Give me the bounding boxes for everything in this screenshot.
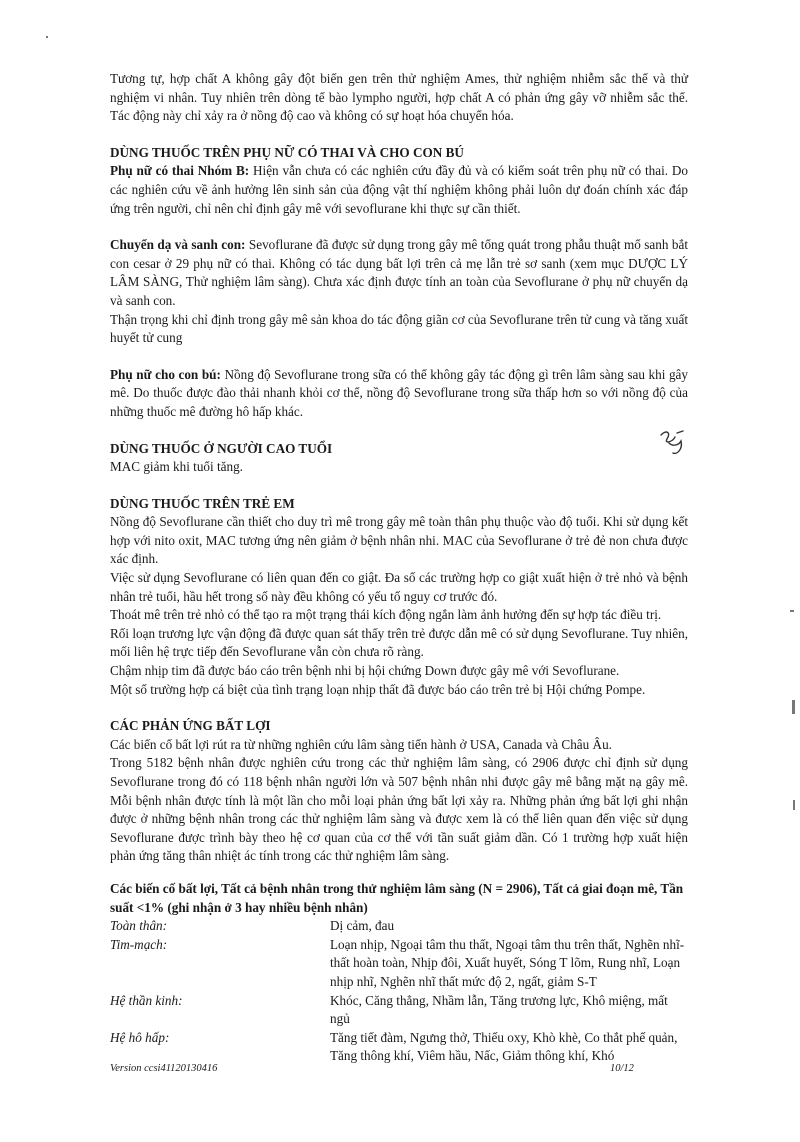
- page-footer: [110, 1063, 688, 1074]
- labor-caution: Thận trọng khi chỉ định trong gây mê sản khoa do tác động giãn cơ của Sevoflurane trên tử cung và tăng xuất huyết tử cung: [110, 311, 688, 346]
- pregnancy-heading: DÙNG THUỐC TRÊN PHỤ NỮ CÓ THAI VÀ CHO CON BÚ: [110, 144, 464, 160]
- pregnancy-groupb-paragraph: [110, 162, 688, 218]
- labor-label: Chuyển dạ và sanh con:: [110, 237, 246, 253]
- table-cell-events: Khóc, Căng thẳng, Nhầm lẫn, Tăng trương lực, Khô miệng, mất ngủ: [330, 992, 668, 1027]
- scan-mark: [46, 36, 48, 38]
- nursing-paragraph: [110, 366, 688, 422]
- table-row: [110, 917, 688, 936]
- children-heading: DÙNG THUỐC TRÊN TRẺ EM: [110, 495, 295, 511]
- handwritten-initials-signature: [655, 425, 691, 459]
- adverse-heading: CÁC PHẢN ỨNG BẤT LỢI: [110, 718, 271, 734]
- labor-paragraph: [110, 236, 688, 310]
- children-line: Việc sử dụng Sevoflurane có liên quan đến co giật. Đa số các trường hợp co giật xuất hiện ở trẻ nhỏ và bệnh nhân trẻ tuổi, hầu hết trong số này đều không có yếu tố nguy cơ trước đó.: [110, 570, 688, 604]
- intro-paragraph: Tương tự, hợp chất A không gây đột biến gen trên thử nghiệm Ames, thử nghiệm nhiễm sắc thể và thử nghiệm vi nhân. Tuy nhiên trên dòng tế bào lympho người, hợp chất A có phản ứng gây vỡ nhiễm sắc thể. Tác động này chỉ xảy ra ở nồng độ cao và không có sự hoạt hóa chuyển hóa.: [110, 71, 688, 124]
- table-cell-events: Loạn nhịp, Ngoại tâm thu thất, Ngoại tâm thu trên thất, Nghẽn nhĩ-thất hoàn toàn, Nhịp đôi, Xuất huyết, Sóng T lõm, Rung nhĩ, Loạn nhịp nhĩ, Nghẽn nhĩ thất mức độ 2, ngất, giảm S-T: [330, 936, 685, 989]
- table-cell-system: Tim-mạch:: [110, 936, 168, 952]
- table-cell-system: Toàn thân:: [110, 918, 168, 934]
- scan-mark: [792, 700, 795, 714]
- children-line: Rối loạn trương lực vận động đã được quan sát thấy trên trẻ được dẫn mê có sử dụng Sevoflurane. Tuy nhiên, mối liên hệ trực tiếp đến Sevoflurane vẫn còn chưa rõ ràng.: [110, 625, 688, 660]
- pregnancy-groupb-text: Hiện vẫn chưa có các nghiên cứu đầy đủ và có kiểm soát trên phụ nữ có thai. Do các nghiên cứu về ảnh hưởng lên sinh sản của động vật thí nghiệm không phải luôn dự đoán chính xác đáp ứng trên người, chỉ nên chỉ định gây mê với sevoflurane khi thực sự cần thiết.: [110, 163, 688, 216]
- nursing-label: Phụ nữ cho con bú:: [110, 366, 221, 382]
- table-cell-events: Tăng tiết đàm, Ngưng thở, Thiếu oxy, Khò khè, Co thắt phế quản, Tăng thông khí, Viêm hầu, Nấc, Giảm thông khí, Khó: [330, 1029, 678, 1064]
- adverse-events-table: [110, 917, 688, 1066]
- children-line: Một số trường hợp cá biệt của tình trạng loạn nhịp thất đã được báo cáo trên trẻ bị Hội chứng Pompe.: [110, 681, 646, 697]
- elderly-heading: DÙNG THUỐC Ở NGƯỜI CAO TUỔI: [110, 440, 333, 456]
- adverse-intro: Các biến cố bất lợi rút ra từ những nghiên cứu lâm sàng tiến hành ở USA, Canada và Châu Âu.: [110, 736, 612, 752]
- elderly-text: MAC giảm khi tuổi tăng.: [110, 459, 243, 475]
- scan-mark: [793, 800, 795, 810]
- table-row: [110, 1029, 688, 1066]
- version-label: Version ccsi41120130416: [110, 1063, 218, 1074]
- adverse-table-title: Các biến cố bất lợi, Tất cả bệnh nhân trong thử nghiệm lâm sàng (N = 2906), Tất cả giai đoạn mê, Tần suất <1% (ghi nhận ở 3 hay nhiều bệnh nhân): [110, 880, 684, 915]
- adverse-description: Trong 5182 bệnh nhân được nghiên cứu trong các thử nghiệm lâm sàng, có 2906 được chỉ định sử dụng Sevoflurane trong đó có 118 bệnh nhân người lớn và 507 bệnh nhân nhi được gây mê bằng mặt nạ gây mê. Mỗi bệnh nhân được tính là một lần cho mỗi loại phản ứng bất lợi xảy ra. Những phản ứng bất lợi ghi nhận được ở những bệnh nhân trong các thử nghiệm lâm sàng và được xem là có thể liên quan đến việc sử dụng Sevoflurane được trình bày theo hệ cơ quan của cơ thể với tần suất giảm dần. Có 1 trường hợp xuất hiện phản ứng tăng thân nhiệt ác tính trong các thử nghiệm lâm sàng.: [110, 755, 688, 864]
- children-line: Chậm nhịp tim đã được báo cáo trên bệnh nhi bị hội chứng Down được gây mê với Sevoflurane.: [110, 663, 620, 679]
- nursing-text: Nồng độ Sevoflurane trong sữa có thể không gây tác động gì trên lâm sàng sau khi gây mê. Do thuốc được đào thải nhanh khỏi cơ thể, nồng độ Sevoflurane trong sữa thấp hơn so với nồng độ của những thuốc mê đường hô hấp khác.: [110, 366, 688, 419]
- scan-mark: [790, 610, 794, 612]
- table-cell-system: Hệ thần kinh:: [110, 992, 183, 1008]
- pregnancy-groupb-label: Phụ nữ có thai Nhóm B:: [110, 163, 250, 179]
- document-page: [110, 70, 688, 1066]
- page-number: 10/12: [610, 1063, 634, 1074]
- table-cell-system: Hệ hô hấp:: [110, 1029, 170, 1045]
- table-row: [110, 992, 688, 1029]
- children-line: Thoát mê trên trẻ nhỏ có thể tạo ra một trạng thái kích động ngắn làm ảnh hưởng đến sự hợp tác điều trị.: [110, 607, 662, 623]
- table-cell-events: Dị cảm, đau: [330, 918, 395, 934]
- table-row: [110, 936, 688, 992]
- labor-text: Sevoflurane đã được sử dụng trong gây mê tổng quát trong phẫu thuật mổ sanh bắt con cesar ở 29 phụ nữ có thai. Không có tác dụng bất lợi trên cả mẹ lẫn trẻ sơ sanh (xem mục DƯỢC LÝ LÂM SÀNG, Thử nghiệm lâm sàng). Chưa xác định được tính an toàn của Sevoflurane ở phụ nữ chuyển dạ và sanh con.: [110, 237, 689, 308]
- children-line: Nồng độ Sevoflurane cần thiết cho duy trì mê trong gây mê toàn thân phụ thuộc vào độ tuổi. Khi sử dụng kết hợp với nito oxit, MAC tương ứng nên giảm ở bệnh nhân nhi. MAC của Sevoflurane ở trẻ đẻ non chưa được xác định.: [110, 514, 688, 567]
